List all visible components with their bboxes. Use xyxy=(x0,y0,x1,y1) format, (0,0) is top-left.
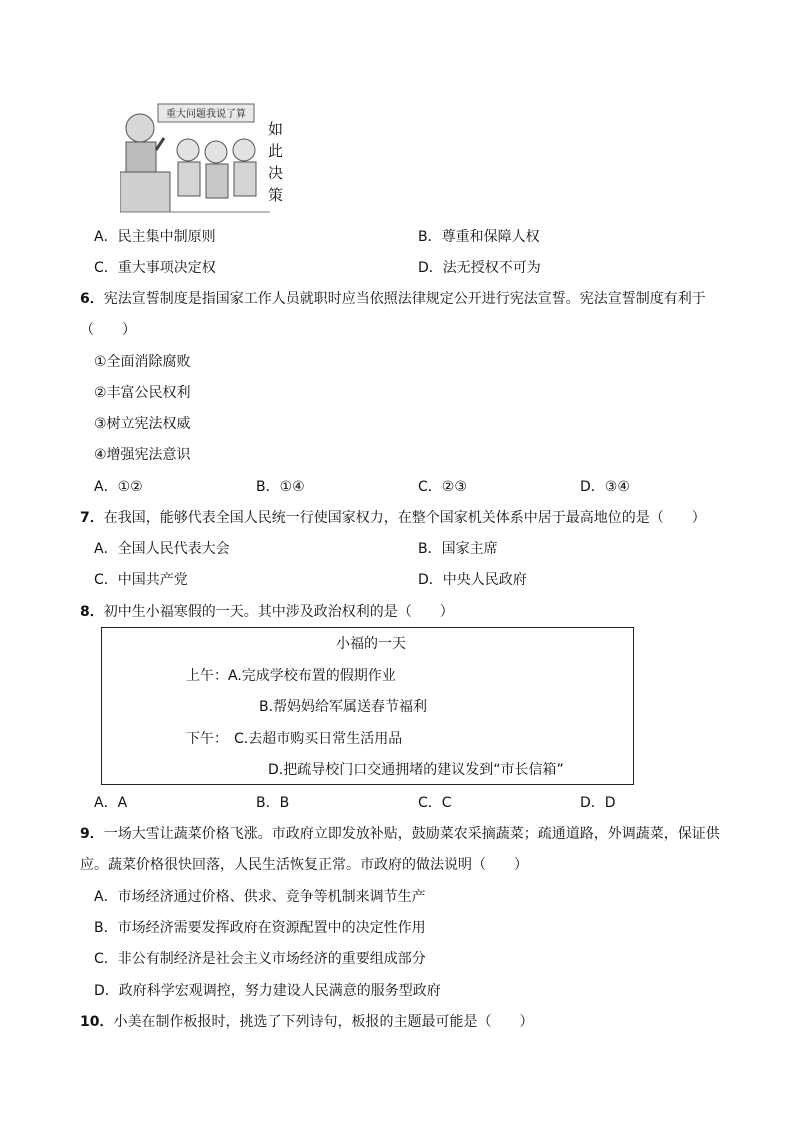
q9-option-a[interactable]: A．市场经济通过价格、供求、竞争等机制来调节生产 xyxy=(94,889,426,905)
q9-stem xyxy=(80,824,720,844)
q5-option-c[interactable]: C．重大事项决定权 xyxy=(94,260,216,276)
q6-stem-line1: 宪法宣誓制度是指国家工作人员就职时应当依照法律规定公开进行宪法宣誓。宪法宣誓制度有利于 xyxy=(103,291,706,307)
q6-option-a[interactable]: A．①② xyxy=(94,479,143,495)
q9-stem-line1: 一场大雪让蔬菜价格飞涨。市政府立即发放补贴，鼓励菜农采摘蔬菜；疏通道路，外调蔬菜，保证供 xyxy=(103,826,720,842)
q6-stem xyxy=(80,289,706,309)
q6-stem-line2: （ ） xyxy=(80,322,136,338)
q9-option-b[interactable]: B．市场经济需要发挥政府在资源配置中的决定性作用 xyxy=(94,920,426,936)
q9-option-c[interactable]: C．非公有制经济是社会主义市场经济的重要组成部分 xyxy=(94,951,426,967)
q8-morning-row xyxy=(186,666,396,686)
q7-number: 7． xyxy=(80,510,104,526)
cartoon-image xyxy=(120,98,290,216)
q5-option-b[interactable]: B．尊重和保障人权 xyxy=(418,229,540,245)
q8-box-title: 小福的一天 xyxy=(336,636,406,652)
q8-item-d: D.把疏导校门口交通拥堵的建议发到“市长信箱” xyxy=(268,762,564,778)
q7-option-b[interactable]: B．国家主席 xyxy=(418,541,498,557)
q9-option-d[interactable]: D．政府科学宏观调控，努力建设人民满意的服务型政府 xyxy=(94,983,441,999)
q8-morning-label: 上午： xyxy=(186,668,228,684)
q8-option-c[interactable]: C．C xyxy=(418,795,452,811)
q5-option-a[interactable]: A．民主集中制原则 xyxy=(94,229,216,245)
q8-option-b[interactable]: B．B xyxy=(256,795,290,811)
q7-option-c[interactable]: C．中国共产党 xyxy=(94,572,188,588)
q7-option-a[interactable]: A．全国人民代表大会 xyxy=(94,541,230,557)
q6-option-d[interactable]: D．③④ xyxy=(580,479,630,495)
q8-option-a[interactable]: A．A xyxy=(94,795,128,811)
q6-option-b[interactable]: B．①④ xyxy=(256,479,305,495)
q9-number: 9． xyxy=(80,826,104,842)
q7-stem-text: 在我国，能够代表全国人民统一行使国家权力，在整个国家机关体系中居于最高地位的是（ ） xyxy=(103,510,706,526)
q6-item-1: ①全面消除腐败 xyxy=(94,354,191,370)
q8-number: 8． xyxy=(80,604,104,620)
q8-option-d[interactable]: D．D xyxy=(580,795,616,811)
q8-item-c: C.去超市购买日常生活用品 xyxy=(234,731,403,747)
q8-item-b: B.帮妈妈给军属送春节福利 xyxy=(259,699,428,715)
q10-number: 10． xyxy=(80,1014,114,1030)
q8-stem xyxy=(80,602,454,622)
q9-stem-line2: 应。蔬菜价格很快回落，人民生活恢复正常。市政府的做法说明（ ） xyxy=(80,857,528,873)
cartoon-illustration xyxy=(120,98,290,216)
q6-option-c[interactable]: C．②③ xyxy=(418,479,467,495)
cartoon-banner-text: 重大问题我说了算 xyxy=(166,109,246,120)
q10-stem xyxy=(80,1012,533,1032)
q8-stem-text: 初中生小福寒假的一天。其中涉及政治权利的是（ ） xyxy=(103,604,454,620)
q10-stem-text: 小美在制作板报时，挑选了下列诗句，板报的主题最可能是（ ） xyxy=(113,1014,534,1030)
q6-item-4: ④增强宪法意识 xyxy=(94,447,191,463)
q7-option-d[interactable]: D．中央人民政府 xyxy=(418,572,527,588)
q8-item-a: A.完成学校布置的假期作业 xyxy=(228,668,396,684)
q5-option-d[interactable]: D．法无授权不可为 xyxy=(418,260,541,276)
q6-item-3: ③树立宪法权威 xyxy=(94,416,191,432)
cartoon-caption: 如此决策 xyxy=(268,120,284,204)
q7-stem xyxy=(80,508,706,528)
q6-number: 6． xyxy=(80,291,104,307)
q8-afternoon-row xyxy=(186,729,402,749)
q8-afternoon-label: 下午： xyxy=(186,731,228,747)
q6-item-2: ②丰富公民权利 xyxy=(94,385,191,401)
